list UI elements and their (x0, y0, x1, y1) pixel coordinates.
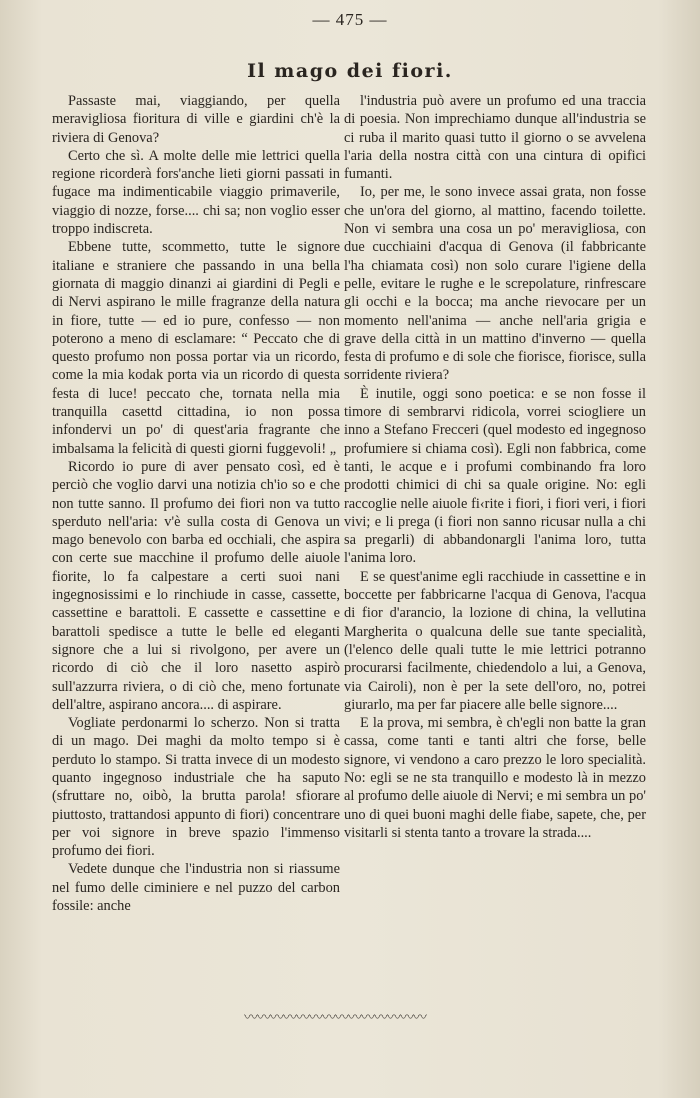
paragraph: Vogliate perdonarmi lo scherzo. Non si tratta di un mago. Dei maghi da molto tempo si è perduto lo stampo. Si tratta invece di un modesto quanto ingegnoso industriale che ha saputo (sfruttare no, oibò, la brutta parola! sfiorare piuttosto, trattandosi appunto di fiori) concentrare per voi signore in breve spazio l'immenso profumo dei fiori. (52, 715, 340, 860)
left-column (52, 92, 340, 915)
paragraph: Ebbene tutte, scommetto, tutte le signore italiane e straniere che passando in una bella giornata di maggio dinanzi ai giardini di Pegli e di Nervi aspirano le mille fragranze della natura in fiore, tutte — ed io pure, confesso — non poterono a meno di esclamare: “ Peccato che di questo profumo non possa portar via un ricordo, come la mia kodak porta via un ricordo di questa festa di luce! peccato che, tornata nella mia tranquilla casettd cittadina, io non possa infondervi un po' di quest'aria fragrante che imbalsama la felicità di questi giorni fuggevoli! „ (52, 239, 340, 457)
page-number: — 475 — (312, 10, 388, 29)
paragraph: Ricordo io pure di aver pensato così, ed è perciò che voglio darvi una notizia ch'io so e che non tutte sanno. Il profumo dei fiori non va tutto sperduto nell'aria: v'è sulla costa di Genova un mago benevolo con barba ed occhiali, che aspira con certe sue macchine il profumo delle aiuole fiorite, lo fa calpestare a certi suoi nani ingegnosissimi e lo rinchiude in casse, cassette, cassettine e barattoli. E cassette e cassettine e barattoli spedisce a tutte le belle ed eleganti signore che a lui si rivolgono, per avere un ricordo di ciò che il loro nasetto aspirò sull'azzurra riviera, o di ciò che, meno fortunate dell'altre, aspirano ancora.... di aspirare. (52, 458, 340, 713)
end-ornament: 〰〰〰〰〰〰〰〰〰〰〰〰〰〰 (244, 1010, 426, 1026)
paragraph: Io, per me, le sono invece assai grata, non fosse che un'ora del giorno, al mattino, facendo toilette. Non vi sembra una cosa un po' meravigliosa, con due cucchiaini d'acqua di Genova (il fabbricante l'ha chiamata così) non solo curare l'igiene della pelle, evitare le rughe e le screpolature, rinfrescare gli occhi e la bocca; ma anche rievocare per un momento nell'anima — anche nell'aria grigia e grave della città in un mattino d'inverno — quella festa di profumo e di sole che fiorisce, fiorisce, sulla sorridente riviera? (344, 184, 646, 384)
article-title: Il mago dei fiori. (247, 60, 453, 82)
paragraph: È inutile, oggi sono poetica: e se non fosse il timore di sembrarvi ridicola, vorrei sciogliere un inno a Stefano Frecceri (quel modesto ed ingegnoso profumiere si chiama così). Egli non fabbrica, come tanti, le acque e i profumi combinando fra loro prodotti chimici di chi sa quale origine. No: egli raccoglie nelle aiuole fi‹rite i fiori, i fiori veri, i fiori vivi; e li prega (i fiori non sanno ricusar nulla a chi sa pregarli) di abbandonargli l'anima loro, tutta l'anima loro. (344, 385, 646, 567)
paragraph: E la prova, mi sembra, è ch'egli non batte la gran cassa, come tanti e tanti altri che forse, belle signore, vi vendono a caro prezzo le loro specialità. No: egli se ne sta tranquillo e modesto là in mezzo al profumo delle aiuole di Nervi; e mi sembra un po' uno di quei buoni maghi delle fiabe, sapete, che, per visitarli si stenta tanto a trovare la strada.... (344, 715, 646, 841)
right-column (344, 92, 646, 842)
paragraph: Certo che sì. A molte delle mie lettrici quella regione ricorderà fors'anche lieti giorni passati in fugace ma indimenticabile viaggio primaverile, viaggio di nozze, forse.... chi sa; non voglio esser troppo indiscreta. (52, 147, 340, 238)
paragraph: l'industria può avere un profumo ed una traccia di poesia. Non imprechiamo dunque all'industria se ci ruba il marito quasi tutto il giorno o se avvelena l'aria della nostra città con una cintura di opifici fumanti. (344, 93, 646, 183)
paragraph: Passaste mai, viaggiando, per quella meravigliosa fioritura di ville e giardini ch'è la riviera di Genova? (52, 93, 340, 146)
paragraph: E se quest'anime egli racchiude in cassettine e in boccette per fabbricarne l'acqua di Genova, l'acqua di fior d'arancio, la lozione di china, la vellutina Margherita o qualcuna delle sue tante specialità, (l'elenco delle quali tutte le mie lettrici potranno procurarsi facilmente, chiedendolo a lui, a Genova, via Cairoli), non è per la sete dell'oro, no, potrei giurarlo, ma per far piacere alle belle signore.... (344, 568, 646, 713)
paragraph: Vedete dunque che l'industria non si riassume nel fumo delle ciminiere e nel puzzo del carbon fossile: anche (52, 861, 340, 915)
